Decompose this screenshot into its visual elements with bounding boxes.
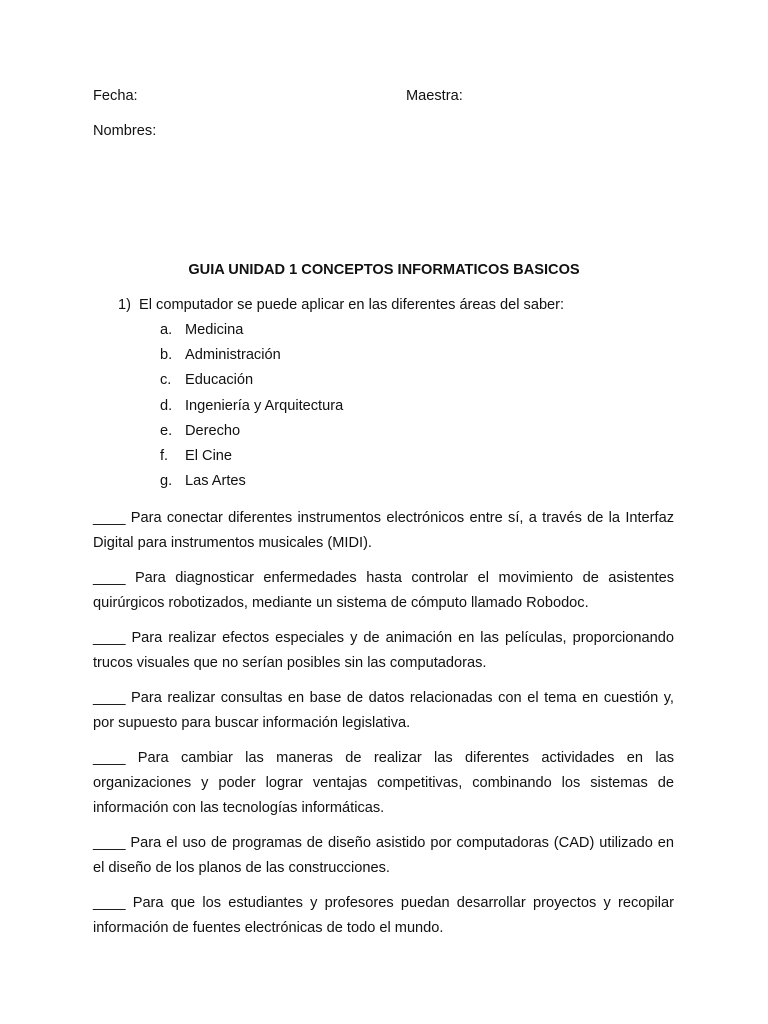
options-list xyxy=(160,320,343,496)
question-text: El computador se puede aplicar en las diferentes áreas del saber: xyxy=(139,297,565,313)
statement-paragraph: ____ Para el uso de programas de diseño asistido por computadoras (CAD) utilizado en el diseño de los planos de las construcciones. xyxy=(93,835,674,876)
option-letter: g. xyxy=(160,473,173,490)
maestra-label: Maestra: xyxy=(406,88,463,104)
list-item xyxy=(160,370,343,395)
option-letter: d. xyxy=(160,397,173,414)
statement-paragraph: ____ Para conectar diferentes instrumentos electrónicos entre sí, a través de la Interfaz Digital para instrumentos musicales (MIDI). xyxy=(93,510,674,551)
list-item xyxy=(160,320,343,345)
option-letter: a. xyxy=(160,322,173,338)
list-item xyxy=(160,396,343,421)
fecha-label: Fecha: xyxy=(93,88,138,104)
option-letter: b. xyxy=(160,347,173,364)
statements xyxy=(93,506,674,951)
list-item xyxy=(160,421,343,446)
option-letter: f. xyxy=(160,447,169,464)
option-letter: e. xyxy=(160,422,173,439)
statement-paragraph: ____ Para diagnosticar enfermedades hasta controlar el movimiento de asistentes quirúrgicos robotizados, mediante un sistema de cómputo llamado Robodoc. xyxy=(93,570,674,611)
list-item xyxy=(160,446,343,471)
option-text: Ingeniería y Arquitectura xyxy=(185,397,344,414)
statement-paragraph: ____ Para que los estudiantes y profesores puedan desarrollar proyectos y recopilar información de fuentes electrónicas de todo el mundo. xyxy=(93,895,674,936)
question-1 xyxy=(118,296,564,314)
option-letter: c. xyxy=(160,372,172,389)
option-text: Medicina xyxy=(185,322,244,338)
statement-paragraph: ____ Para realizar consultas en base de datos relacionadas con el tema en cuestión y, por supuesto para buscar información legislativa. xyxy=(93,690,674,731)
option-text: Derecho xyxy=(185,422,241,439)
option-text: Educación xyxy=(185,372,254,389)
statement-paragraph: ____ Para realizar efectos especiales y de animación en las películas, proporcionando trucos visuales que no serían posibles sin las computadoras. xyxy=(93,630,674,671)
list-item xyxy=(160,471,343,496)
option-text: Administración xyxy=(185,347,281,364)
list-item xyxy=(160,345,343,370)
document-title: GUIA UNIDAD 1 CONCEPTOS INFORMATICOS BASICOS xyxy=(188,262,580,278)
statement-paragraph: ____ Para cambiar las maneras de realizar las diferentes actividades en las organizaciones y poder lograr ventajas competitivas, combinando los sistemas de información con las tecnologías informáticas. xyxy=(93,750,674,816)
question-number: 1) xyxy=(118,297,131,313)
nombres-label: Nombres: xyxy=(93,123,157,139)
option-text: Las Artes xyxy=(185,473,246,490)
option-text: El Cine xyxy=(185,447,233,464)
